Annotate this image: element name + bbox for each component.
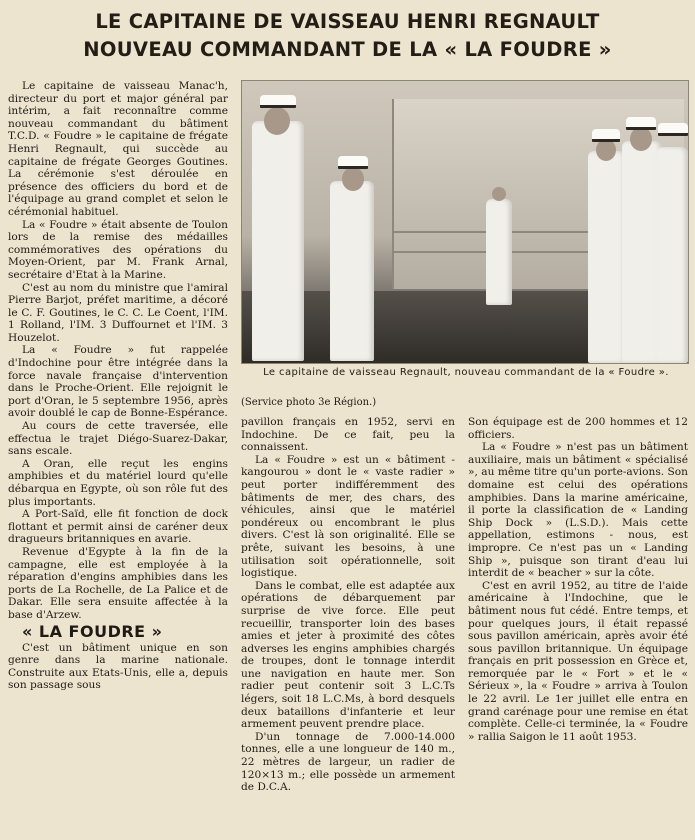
section-subheading: « LA FOUDRE » <box>22 621 163 641</box>
paragraph: La « Foudre » fut rappelée d'Indochine pour être intégrée dans la force navale française d'intervention dans le Proche-Orient. Elle rejoignit le port d'Oran, le 5 septembre 1956, après avoir doublé le cap de Bonne-Espérance. <box>8 344 228 420</box>
paragraph: D'un tonnage de 7.000-14.000 tonnes, elle a une longueur de 140 m., 22 mètres de largeur, un radier de 120×13 m.; elle possède un armement de D.C.A. <box>241 730 455 794</box>
officer-figure <box>656 147 688 363</box>
officer-face <box>630 127 652 151</box>
paragraph: Au cours de cette traversée, elle effectua le trajet Diégo-Suarez-Dakar, sans escale. <box>8 420 228 458</box>
photo-caption: Le capitaine de vaisseau Regnault, nouveau commandant de la « Foudre ». <box>263 367 669 378</box>
photo-credit: (Service photo 3e Région.) <box>241 397 377 408</box>
sailor-face <box>492 187 506 201</box>
paragraph: Le capitaine de vaisseau Manac'h, directeur du port et major général par intérim, a fait reconnaître comme nouveau commandant du bâtiment T.C.D. « Foudre » le capitaine de frégate Henri Regnault, qui succède au capitaine de frégate Georges Goutines. La cérémonie s'est déroulée en présence des officiers du bord et de l'équipage au grand complet et selon le cérémonial habituel. <box>8 80 228 218</box>
paragraph: Revenue d'Egypte à la fin de la campagne, elle est employée à la réparation d'engins amphibies dans les ports de La Rochelle, de La Palice et de Dakar. Elle sera ensuite affectée à la base d'Arzew. <box>8 545 228 621</box>
paragraph: Son équipage est de 200 hommes et 12 officiers. <box>468 416 688 441</box>
paragraph: C'est au nom du ministre que l'amiral Pierre Barjot, préfet maritime, a décoré le C. F. Goutines, le C. C. Le Coent, l'IM. 1 Rolland, l'IM. 3 Duffournet et l'IM. 3 Houzelot. <box>8 281 228 344</box>
sailor-figure <box>486 199 512 305</box>
officer-cap <box>658 123 688 136</box>
officer-cap <box>338 156 368 169</box>
officer-figure <box>330 181 374 361</box>
paragraph: La « Foudre » est un « bâtiment - kangourou » dont le « vaste radier » peut porter indifféremment des bâtiments de mer, des chars, des véhicules, ainsi que le matériel pondéreux ou encombrant le plus divers. C'est là son originalité. Elle se prête, suivant les besoins, à une utilisation soit opérationnelle, soit logistique. <box>241 453 455 580</box>
headline-line-2: NOUVEAU COMMANDANT DE LA « LA FOUDRE » <box>83 38 612 61</box>
officer-figure <box>588 151 626 363</box>
paragraph: C'est en avril 1952, au titre de l'aide américaine à l'Indochine, que le bâtiment nous fut cédé. Entre temps, et pour quelques jours, il était repassé sous pavillon américain, après avoir été sous pavillon britannique. Un équipage français en prit possession en Grèce et, remorquée par le « Fort » et le « Sérieux », la « Foudre » arriva à Toulon le 22 avril. Le 1er juillet elle entra en grand carénage pour une remise en état complète. Celle-ci terminée, la « Foudre » rallia Saigon le 11 août 1953. <box>468 579 688 743</box>
officer-cap <box>626 117 656 130</box>
officer-face <box>342 167 364 191</box>
officer-face <box>596 139 616 161</box>
officer-figure <box>252 121 304 361</box>
paragraph: A Port-Saïd, elle fit fonction de dock flottant et permit ainsi de caréner deux dragueurs britanniques en avarie. <box>8 508 228 546</box>
ceremony-photo <box>241 80 689 364</box>
headline-line-1: LE CAPITAINE DE VAISSEAU HENRI REGNAULT <box>95 10 600 33</box>
paragraph: A Oran, elle reçut les engins amphibies et du matériel lourd qu'elle débarqua en Egypte, où son rôle fut des plus importants. <box>8 457 228 508</box>
paragraph: C'est un bâtiment unique en son genre dans la marine nationale. Construite aux Etats-Unis, elle a, depuis son passage sous <box>8 641 228 692</box>
text-column-3 <box>468 416 688 834</box>
officer-face <box>264 107 290 135</box>
paragraph: pavillon français en 1952, servi en Indochine. De ce fait, peu la connaissent. <box>241 416 455 454</box>
officer-cap <box>260 95 296 108</box>
paragraph: La « Foudre » n'est pas un bâtiment auxiliaire, mais un bâtiment « spécialisé », au même titre qu'un porte-avions. Son domaine est celui des opérations amphibies. Dans la marine américaine, il porte la classification de « Landing Ship Dock » (L.S.D.). Mais cette appellation, estimons - nous, est impropre. Ce n'est pas un « Landing Ship », puisque son tirant d'eau lui interdit de « beacher » sur la côte. <box>468 441 688 580</box>
officer-cap <box>592 129 620 142</box>
text-column-2 <box>241 416 455 834</box>
article-headline <box>6 8 689 64</box>
paragraph: La « Foudre » était absente de Toulon lors de la remise des médailles commémoratives des opérations du Moyen-Orient, par M. Frank Arnal, secrétaire d'Etat à la Marine. <box>8 218 228 281</box>
text-column-1 <box>8 80 228 834</box>
paragraph: Dans le combat, elle est adaptée aux opérations de débarquement par surprise de vive force. Elle peut recueillir, transporter loin des bases amies et jeter à proximité des côtes adverses les engins amphibies chargés de troupes, dont le tonnage interdit une navigation en haute mer. Son radier peut contenir soit 3 L.C.Ts légers, soit 18 L.C.Ms, à bord desquels deux bataillons d'infanterie et leur armement peuvent prendre place. <box>241 579 455 731</box>
